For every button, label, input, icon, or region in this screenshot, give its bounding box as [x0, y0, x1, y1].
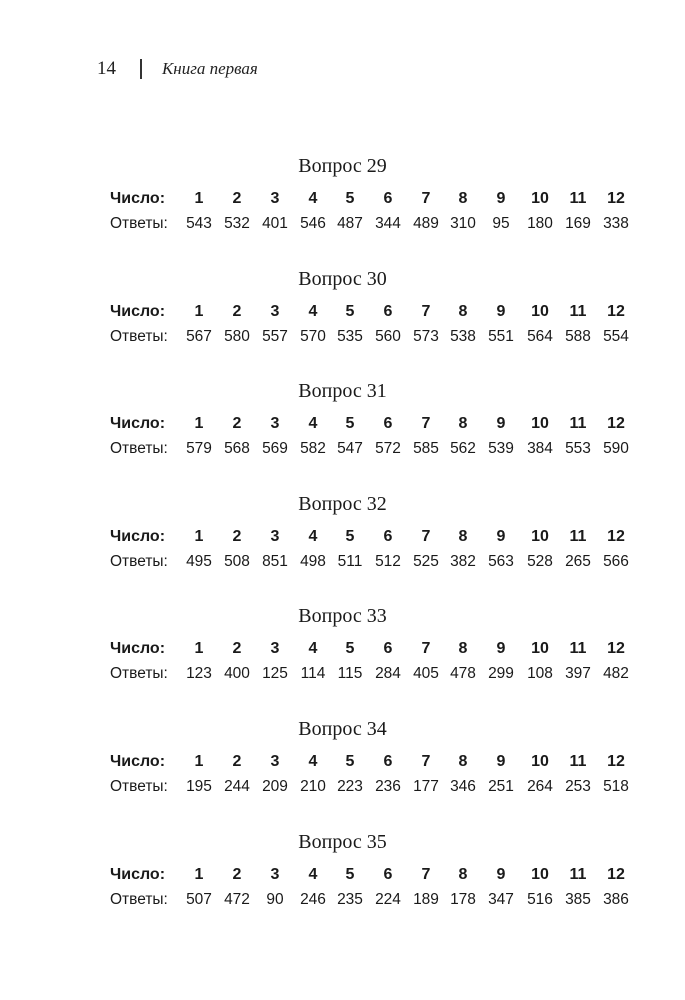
number-cell: 9: [496, 415, 506, 432]
question-title: Вопрос 31: [298, 380, 387, 402]
answer-cell: 235: [337, 891, 363, 908]
answers-label: Ответы:: [110, 665, 168, 682]
number-cell: 9: [496, 190, 506, 207]
answers-label: Ответы:: [110, 778, 168, 795]
answer-cell: 538: [450, 328, 476, 345]
number-cell: 4: [308, 303, 318, 320]
number-cell: 3: [270, 640, 280, 657]
number-cell: 5: [345, 528, 355, 545]
number-cell: 3: [270, 866, 280, 883]
answer-cell: 553: [565, 440, 591, 457]
number-cell: 10: [531, 753, 549, 770]
number-cell: 6: [383, 640, 393, 657]
answer-cell: 564: [527, 328, 553, 345]
number-cell: 2: [232, 415, 242, 432]
number-cell: 4: [308, 528, 318, 545]
number-cell: 3: [270, 190, 280, 207]
number-cell: 1: [194, 415, 204, 432]
answer-cell: 346: [450, 778, 476, 795]
number-label: Число:: [110, 303, 166, 320]
answer-cell: 177: [413, 778, 439, 795]
number-cell: 11: [569, 753, 587, 770]
answer-cell: 251: [488, 778, 514, 795]
number-cell: 3: [270, 753, 280, 770]
answer-cell: 573: [413, 328, 439, 345]
answer-cell: 543: [186, 215, 212, 232]
answer-cell: 507: [186, 891, 212, 908]
answer-cell: 528: [527, 553, 553, 570]
answer-cell: 400: [224, 665, 250, 682]
answers-label: Ответы:: [110, 440, 168, 457]
number-label: Число:: [110, 190, 166, 207]
number-cell: 12: [607, 303, 625, 320]
number-cell: 10: [531, 415, 549, 432]
number-cell: 9: [496, 303, 506, 320]
answer-cell: 299: [488, 665, 514, 682]
question-section: [0, 380, 685, 490]
number-cell: 8: [458, 640, 468, 657]
answer-cell: 582: [300, 440, 326, 457]
number-row: [0, 300, 685, 324]
answer-cell: 108: [527, 665, 553, 682]
number-cell: 4: [308, 640, 318, 657]
number-cell: 1: [194, 753, 204, 770]
number-cell: 7: [421, 753, 431, 770]
answer-cell: 579: [186, 440, 212, 457]
answer-cell: 405: [413, 665, 439, 682]
answer-cell: 511: [337, 553, 363, 570]
answer-cell: 525: [413, 553, 439, 570]
number-cell: 6: [383, 190, 393, 207]
number-cell: 12: [607, 753, 625, 770]
number-cell: 7: [421, 415, 431, 432]
question-title: Вопрос 34: [298, 718, 387, 740]
answer-cell: 210: [300, 778, 326, 795]
answer-cell: 338: [603, 215, 629, 232]
answer-cell: 568: [224, 440, 250, 457]
answer-cell: 566: [603, 553, 629, 570]
number-cell: 11: [569, 190, 587, 207]
answers-row: [0, 775, 685, 799]
answer-cell: 347: [488, 891, 514, 908]
number-cell: 12: [607, 190, 625, 207]
number-cell: 1: [194, 866, 204, 883]
question-title: Вопрос 32: [298, 493, 387, 515]
answer-cell: 512: [375, 553, 401, 570]
question-title: Вопрос 30: [298, 268, 387, 290]
answer-cell: 115: [337, 665, 363, 682]
answer-cell: 546: [300, 215, 326, 232]
answer-cell: 123: [186, 665, 212, 682]
number-cell: 5: [345, 640, 355, 657]
number-label: Число:: [110, 528, 166, 545]
answer-cell: 535: [337, 328, 363, 345]
answer-cell: 284: [375, 665, 401, 682]
answer-cell: 489: [413, 215, 439, 232]
answers-row: [0, 888, 685, 912]
answer-cell: 236: [375, 778, 401, 795]
number-cell: 5: [345, 415, 355, 432]
number-cell: 9: [496, 866, 506, 883]
number-cell: 8: [458, 303, 468, 320]
number-cell: 8: [458, 866, 468, 883]
number-cell: 11: [569, 415, 587, 432]
page-header: [97, 58, 258, 80]
number-cell: 10: [531, 640, 549, 657]
answer-cell: 580: [224, 328, 250, 345]
number-cell: 9: [496, 528, 506, 545]
answer-cell: 344: [375, 215, 401, 232]
page-number: 14: [97, 58, 116, 79]
number-cell: 6: [383, 866, 393, 883]
number-cell: 10: [531, 528, 549, 545]
answer-cell: 224: [375, 891, 401, 908]
number-cell: 12: [607, 640, 625, 657]
number-cell: 3: [270, 415, 280, 432]
answer-cell: 560: [375, 328, 401, 345]
number-cell: 1: [194, 640, 204, 657]
number-cell: 10: [531, 303, 549, 320]
answers-row: [0, 662, 685, 686]
number-cell: 11: [569, 640, 587, 657]
answer-cell: 562: [450, 440, 476, 457]
question-title: Вопрос 29: [298, 155, 387, 177]
number-cell: 8: [458, 528, 468, 545]
answer-cell: 253: [565, 778, 591, 795]
answers-label: Ответы:: [110, 553, 168, 570]
number-cell: 2: [232, 528, 242, 545]
number-row: [0, 863, 685, 887]
answer-cell: 588: [565, 328, 591, 345]
answers-label: Ответы:: [110, 891, 168, 908]
number-cell: 6: [383, 303, 393, 320]
number-cell: 2: [232, 190, 242, 207]
question-section: [0, 155, 685, 265]
number-cell: 11: [569, 303, 587, 320]
answer-cell: 264: [527, 778, 553, 795]
answer-cell: 472: [224, 891, 250, 908]
answer-cell: 209: [262, 778, 288, 795]
number-cell: 1: [194, 528, 204, 545]
question-section: [0, 718, 685, 828]
answer-cell: 851: [262, 553, 288, 570]
answer-cell: 518: [603, 778, 629, 795]
answer-cell: 572: [375, 440, 401, 457]
number-label: Число:: [110, 415, 166, 432]
number-cell: 7: [421, 528, 431, 545]
number-cell: 9: [496, 753, 506, 770]
number-cell: 6: [383, 753, 393, 770]
answer-cell: 551: [488, 328, 514, 345]
number-cell: 5: [345, 303, 355, 320]
number-cell: 9: [496, 640, 506, 657]
answer-cell: 495: [186, 553, 212, 570]
question-section: [0, 493, 685, 603]
answer-cell: 223: [337, 778, 363, 795]
answer-cell: 487: [337, 215, 363, 232]
number-cell: 7: [421, 640, 431, 657]
book-title: Книга первая: [162, 59, 258, 78]
number-cell: 5: [345, 753, 355, 770]
answer-cell: 310: [450, 215, 476, 232]
answer-cell: 114: [300, 665, 326, 682]
answer-cell: 265: [565, 553, 591, 570]
number-cell: 11: [569, 866, 587, 883]
number-cell: 3: [270, 528, 280, 545]
answer-cell: 125: [262, 665, 288, 682]
number-cell: 4: [308, 866, 318, 883]
answer-cell: 563: [488, 553, 514, 570]
number-cell: 8: [458, 190, 468, 207]
question-title: Вопрос 35: [298, 831, 387, 853]
answer-cell: 532: [224, 215, 250, 232]
question-title: Вопрос 33: [298, 605, 387, 627]
answer-cell: 178: [450, 891, 476, 908]
answers-row: [0, 437, 685, 461]
answer-cell: 569: [262, 440, 288, 457]
number-cell: 4: [308, 415, 318, 432]
number-cell: 2: [232, 753, 242, 770]
number-cell: 11: [569, 528, 587, 545]
number-cell: 5: [345, 190, 355, 207]
answer-cell: 169: [565, 215, 591, 232]
answers-row: [0, 325, 685, 349]
number-cell: 6: [383, 415, 393, 432]
number-row: [0, 412, 685, 436]
answer-cell: 570: [300, 328, 326, 345]
answer-cell: 384: [527, 440, 553, 457]
answer-cell: 246: [300, 891, 326, 908]
answer-cell: 516: [527, 891, 553, 908]
answer-cell: 482: [603, 665, 629, 682]
answer-cell: 244: [224, 778, 250, 795]
number-cell: 5: [345, 866, 355, 883]
answers-label: Ответы:: [110, 328, 168, 345]
answer-cell: 382: [450, 553, 476, 570]
answer-cell: 478: [450, 665, 476, 682]
number-cell: 7: [421, 303, 431, 320]
answer-cell: 539: [488, 440, 514, 457]
answer-cell: 397: [565, 665, 591, 682]
number-cell: 3: [270, 303, 280, 320]
number-cell: 12: [607, 415, 625, 432]
question-section: [0, 831, 685, 941]
number-row: [0, 750, 685, 774]
number-cell: 1: [194, 190, 204, 207]
answer-cell: 567: [186, 328, 212, 345]
answer-cell: 95: [492, 215, 510, 232]
number-label: Число:: [110, 866, 166, 883]
answer-cell: 180: [527, 215, 553, 232]
answer-cell: 90: [266, 891, 284, 908]
number-cell: 2: [232, 303, 242, 320]
number-row: [0, 187, 685, 211]
number-cell: 12: [607, 866, 625, 883]
number-cell: 2: [232, 866, 242, 883]
answers-label: Ответы:: [110, 215, 168, 232]
answer-cell: 385: [565, 891, 591, 908]
number-cell: 4: [308, 753, 318, 770]
number-cell: 10: [531, 190, 549, 207]
answer-cell: 401: [262, 215, 288, 232]
number-cell: 7: [421, 190, 431, 207]
answer-cell: 590: [603, 440, 629, 457]
number-cell: 7: [421, 866, 431, 883]
number-cell: 1: [194, 303, 204, 320]
number-cell: 6: [383, 528, 393, 545]
question-section: [0, 605, 685, 715]
answer-cell: 386: [603, 891, 629, 908]
number-cell: 8: [458, 415, 468, 432]
question-section: [0, 268, 685, 378]
number-row: [0, 525, 685, 549]
answer-cell: 554: [603, 328, 629, 345]
header-divider: [140, 59, 142, 79]
answers-row: [0, 212, 685, 236]
answer-cell: 557: [262, 328, 288, 345]
number-label: Число:: [110, 753, 166, 770]
answer-cell: 195: [186, 778, 212, 795]
number-cell: 12: [607, 528, 625, 545]
answer-cell: 189: [413, 891, 439, 908]
number-cell: 4: [308, 190, 318, 207]
number-cell: 2: [232, 640, 242, 657]
answer-cell: 547: [337, 440, 363, 457]
answers-row: [0, 550, 685, 574]
answer-cell: 508: [224, 553, 250, 570]
number-row: [0, 637, 685, 661]
answer-cell: 585: [413, 440, 439, 457]
number-label: Число:: [110, 640, 166, 657]
answer-cell: 498: [300, 553, 326, 570]
number-cell: 10: [531, 866, 549, 883]
number-cell: 8: [458, 753, 468, 770]
